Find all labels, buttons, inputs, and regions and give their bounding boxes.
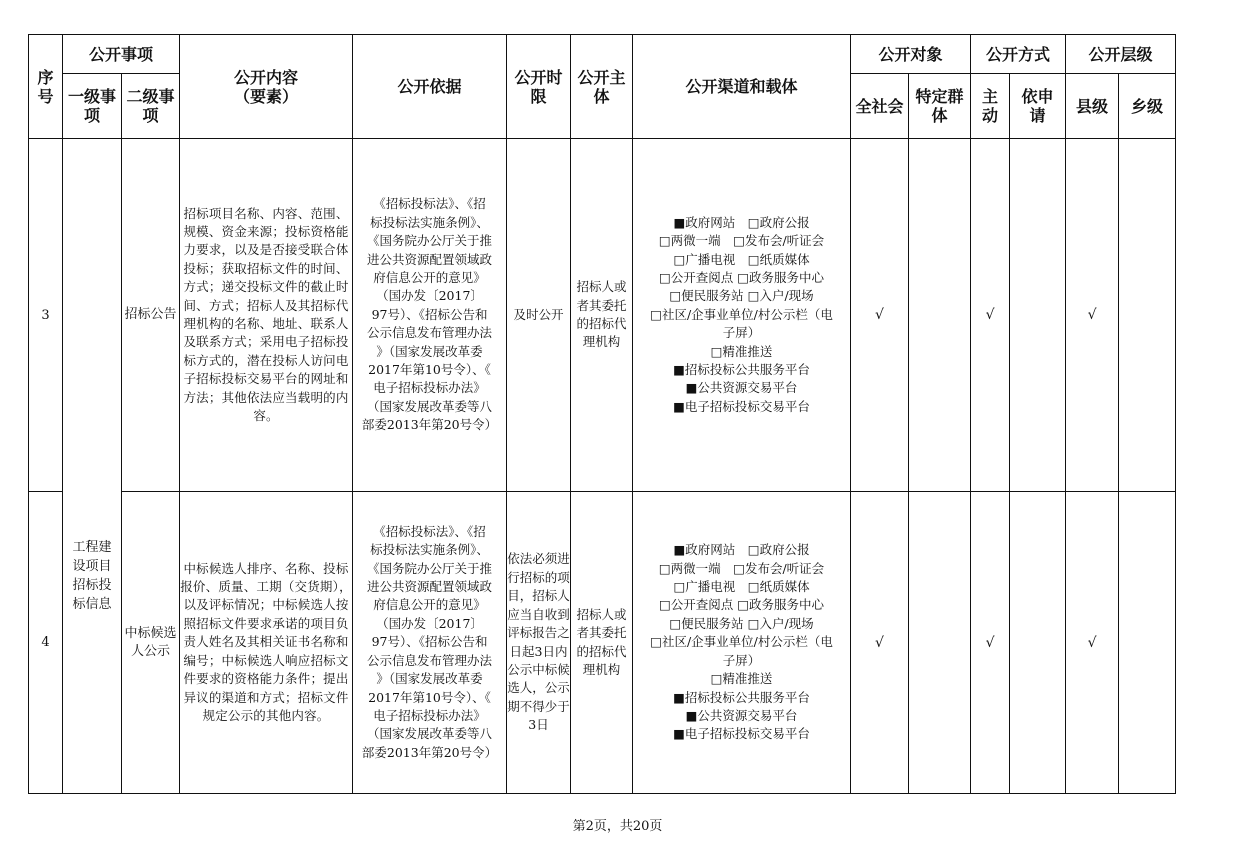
basis-line: 府信息公开的意见》 xyxy=(373,597,486,613)
channel-line: ■政府网站 □政府公报 xyxy=(673,214,810,230)
time-limit: 及时公开 xyxy=(507,139,571,492)
basis-line: （国家发展改革委等八 xyxy=(367,398,493,414)
society-check: √ xyxy=(851,492,909,794)
channel-line: □精准推送 xyxy=(710,671,773,687)
row-number: 4 xyxy=(29,492,63,794)
apply-check xyxy=(1010,139,1066,492)
time-limit: 依法必须进行招标的项目，招标人应当自收到评标报告之日起3日内公示中标候选人，公示期不得少于3日 xyxy=(507,492,571,794)
channel-line: ■招标投标公共服务平台 xyxy=(673,362,810,378)
header-content-sub: （要素） xyxy=(234,86,299,106)
channel-line: ■招标投标公共服务平台 xyxy=(673,689,810,705)
basis-text xyxy=(353,492,507,794)
level2-item: 招标公告 xyxy=(122,139,180,492)
content-text: 招标项目名称、内容、范围、规模、资金来源；投标资格能力要求，以及是否接受联合体投标；获取招标文件的时间、方式；递交投标文件的截止时间、方式；招标人及其招标代理机构的名称、地址、联系人及联系方式；采用电子招标投标方式的，潜在投标人访问电子招标投标交易平台的网址和方法；其他依法应当载明的内容。 xyxy=(180,139,353,492)
basis-line: 电子招标投标办法》 xyxy=(373,707,486,723)
basis-line: 公示信息发布管理办法 xyxy=(367,652,493,668)
content-text: 中标候选人排序、名称、投标报价、质量、工期（交货期），以及评标情况；中标候选人按照招标文件要求承诺的项目负责人姓名及其相关证书名称和编号；中标候选人响应招标文件要求的资格能力条件；提出异议的渠道和方式；招标文件规定公示的其他内容。 xyxy=(180,492,353,794)
channel-line: 子屏） xyxy=(722,325,761,341)
header-specific: 特定群体 xyxy=(909,74,971,139)
level1-item-cell xyxy=(63,139,122,794)
disclosure-table xyxy=(28,34,1176,794)
active-check: √ xyxy=(971,492,1010,794)
channel-line: ■公共资源交易平台 xyxy=(685,380,798,396)
level2-item: 中标候选人公示 xyxy=(122,492,180,794)
basis-line: 府信息公开的意见》 xyxy=(373,269,486,285)
channel-line: □广播电视 □纸质媒体 xyxy=(673,251,810,267)
channel-line: □公开查阅点 □政务服务中心 xyxy=(658,597,825,613)
basis-line: 电子招标投标办法》 xyxy=(373,380,486,396)
basis-line: （国办发〔2017〕 xyxy=(376,615,483,631)
basis-line: 2017年第10号令）、《 xyxy=(368,362,491,378)
header-level2: 二级事项 xyxy=(122,74,180,139)
county-check: √ xyxy=(1066,139,1119,492)
header-level1: 一级事项 xyxy=(63,74,122,139)
channel-line: □精准推送 xyxy=(710,343,773,359)
basis-line: 《国务院办公厅关于推 xyxy=(367,233,493,249)
channel-line: ■政府网站 □政府公报 xyxy=(673,542,810,558)
header-society: 全社会 xyxy=(851,74,909,139)
disclosure-subject: 招标人或者其委托的招标代理机构 xyxy=(571,492,633,794)
basis-line: 97号）、《招标公告和 xyxy=(371,306,488,322)
channel-line: ■公共资源交易平台 xyxy=(685,707,798,723)
basis-line: 97号）、《招标公告和 xyxy=(371,634,488,650)
header-basis: 公开依据 xyxy=(353,35,507,139)
basis-line: 》（国家发展改革委 xyxy=(376,671,483,687)
channel-line: □公开查阅点 □政务服务中心 xyxy=(658,269,825,285)
county-check: √ xyxy=(1066,492,1119,794)
header-row-1 xyxy=(29,35,1176,74)
basis-line: 标投标法实施条例》、 xyxy=(370,214,489,230)
table-row xyxy=(29,492,1176,794)
channel-list xyxy=(633,492,851,794)
header-active: 主动 xyxy=(971,74,1010,139)
channel-list xyxy=(633,139,851,492)
basis-line: （国家发展改革委等八 xyxy=(367,726,493,742)
channel-line: ■电子招标投标交易平台 xyxy=(673,398,810,414)
basis-line: 《招标投标法》、《招 xyxy=(373,196,486,212)
basis-line: 《招标投标法》、《招 xyxy=(373,523,486,539)
basis-line: 部委2013年第20号令） xyxy=(361,744,498,760)
channel-line: □广播电视 □纸质媒体 xyxy=(673,579,810,595)
channel-line: □社区/企事业单位/村公示栏（电 xyxy=(650,634,833,650)
basis-line: 公示信息发布管理办法 xyxy=(367,325,493,341)
header-public-item: 公开事项 xyxy=(63,35,180,74)
header-level: 公开层级 xyxy=(1066,35,1176,74)
township-check xyxy=(1119,139,1176,492)
specific-check xyxy=(909,139,971,492)
header-content xyxy=(180,35,353,139)
apply-check xyxy=(1010,492,1066,794)
basis-line: 部委2013年第20号令） xyxy=(361,417,498,433)
specific-check xyxy=(909,492,971,794)
basis-line: （国办发〔2017〕 xyxy=(376,288,483,304)
basis-line: 进公共资源配置领域政 xyxy=(367,251,493,267)
basis-line: 进公共资源配置领域政 xyxy=(367,579,493,595)
channel-line: 子屏） xyxy=(722,652,761,668)
channel-line: □两微一端 □发布会/听证会 xyxy=(658,560,825,576)
active-check: √ xyxy=(971,139,1010,492)
channel-line: □两微一端 □发布会/听证会 xyxy=(658,233,825,249)
channel-line: ■电子招标投标交易平台 xyxy=(673,726,810,742)
township-check xyxy=(1119,492,1176,794)
header-channel: 公开渠道和载体 xyxy=(633,35,851,139)
header-county: 县级 xyxy=(1066,74,1119,139)
header-method: 公开方式 xyxy=(971,35,1066,74)
basis-line: 标投标法实施条例》、 xyxy=(370,542,489,558)
header-content-title: 公开内容 xyxy=(234,67,299,87)
basis-line: 2017年第10号令）、《 xyxy=(368,689,491,705)
header-subject: 公开主体 xyxy=(571,35,633,139)
channel-line: □社区/企事业单位/村公示栏（电 xyxy=(650,306,833,322)
channel-line: □便民服务站 □入户/现场 xyxy=(669,615,814,631)
level1-item: 工程建设项目招标投标信息 xyxy=(72,540,112,612)
basis-line: 《国务院办公厅关于推 xyxy=(367,560,493,576)
basis-text xyxy=(353,139,507,492)
header-audience: 公开对象 xyxy=(851,35,971,74)
header-time-limit: 公开时限 xyxy=(507,35,571,139)
channel-line: □便民服务站 □入户/现场 xyxy=(669,288,814,304)
disclosure-subject: 招标人或者其委托的招标代理机构 xyxy=(571,139,633,492)
page-footer: 第2页，共20页 xyxy=(572,819,663,834)
row-number: 3 xyxy=(29,139,63,492)
society-check: √ xyxy=(851,139,909,492)
header-township: 乡级 xyxy=(1119,74,1176,139)
header-seq: 序号 xyxy=(29,35,63,139)
table-row xyxy=(29,139,1176,492)
basis-line: 》（国家发展改革委 xyxy=(376,343,483,359)
header-apply: 依申请 xyxy=(1010,74,1066,139)
